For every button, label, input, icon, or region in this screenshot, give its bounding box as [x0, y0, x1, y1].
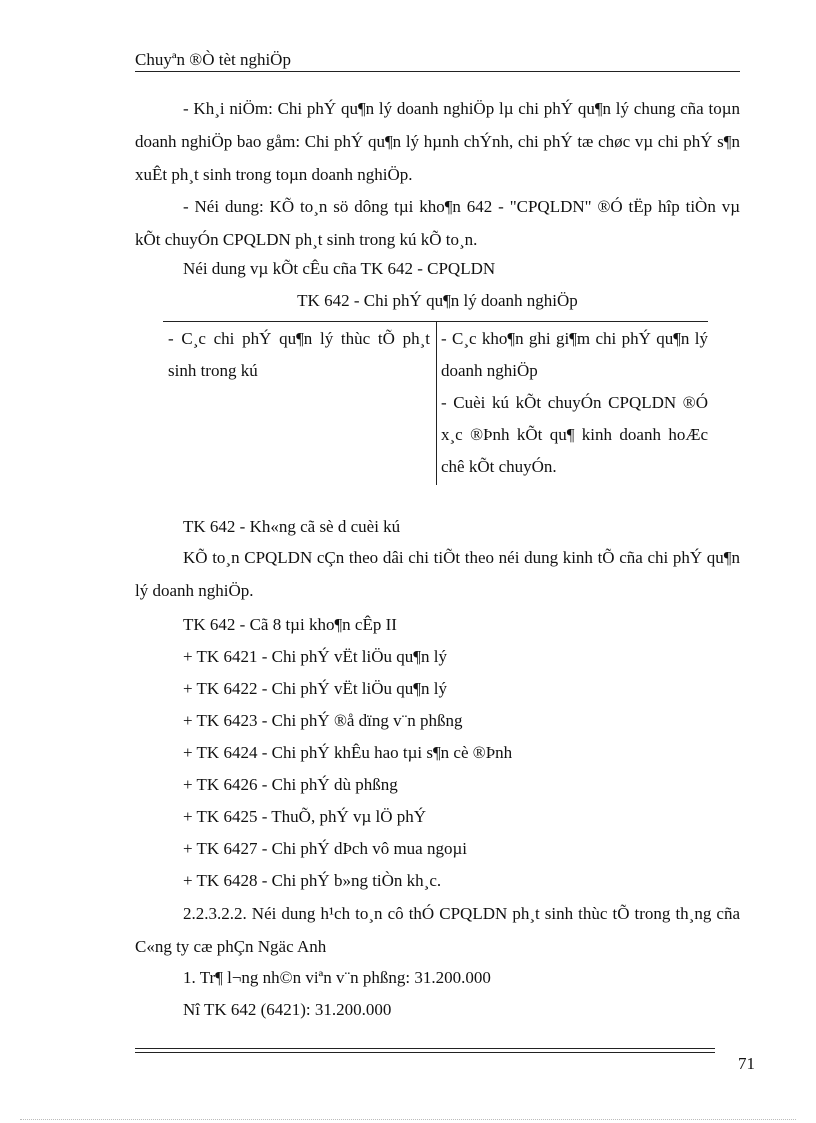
t-account-vertical-rule: [436, 321, 437, 485]
t-account-debit-side: - C¸c chi phÝ qu¶n lý thùc tÕ ph¸t sinh trong kú: [168, 329, 430, 380]
credit-entry-reductions: - C¸c kho¶n ghi gi¶m chi phÝ qu¶n lý doanh nghiÖp: [441, 329, 708, 380]
sub-account-item: + TK 6426 - Chi phÝ dù phßng: [183, 775, 398, 794]
sub-account-item: + TK 6428 - Chi phÝ b»ng tiÒn kh¸c.: [183, 871, 442, 890]
definition-paragraph: - Kh¸i niÖm: Chi phÝ qu¶n lý doanh nghiÖp lµ chi phÝ qu¶n lý chung cña toµn doanh nghiÖp bao gåm: Chi phÝ qu¶n lý hµnh chÝnh, chi phÝ tæ chøc vµ chi phÝ s¶n xuÊt ph¸t sinh trong toµn doanh nghiÖp.: [135, 99, 740, 184]
sub-account-item: + TK 6423 - Chi phÝ ®å dïng v¨n phßng: [183, 711, 463, 730]
journal-entry: Nî TK 642 (6421): 31.200.000: [183, 1000, 392, 1019]
sub-account-item: + TK 6427 - Chi phÝ dÞch vô mua ngoµi: [183, 839, 467, 858]
t-account-title: TK 642 - Chi phÝ qu¶n lý doanh nghiÖp: [297, 291, 578, 310]
balance-note: TK 642 - Kh«ng cã sè d cuèi kú: [183, 517, 401, 536]
content-paragraph: - Néi dung: KÕ to¸n sö dông tµi kho¶n 642 - "CPQLDN" ®Ó tËp hîp tiÒn vµ kÕt chuyÓn CPQLDN ph¸t sinh trong kú kÕ to¸n.: [135, 197, 740, 249]
footer-rule-inner: [135, 1052, 715, 1053]
running-header: Chuyªn ®Ò tèt nghiÖp: [135, 50, 291, 69]
page-bottom-dotted-line: [20, 1119, 796, 1120]
entry-line: 1. Tr¶ l¬ng nh©n viªn v¨n phßng: 31.200.000: [183, 968, 491, 987]
detail-paragraph: KÕ to¸n CPQLDN cÇn theo dâi chi tiÕt theo néi dung kinh tÕ cña chi phÝ qu¶n lý doanh nghiÖp.: [135, 548, 740, 600]
sub-account-item: + TK 6425 - ThuÕ, phÝ vµ lÖ phÝ: [183, 807, 427, 826]
sub-account-item: + TK 6422 - Chi phÝ vËt liÖu qu¶n lý: [183, 679, 447, 698]
credit-entry-closing: - Cuèi kú kÕt chuyÓn CPQLDN ®Ó x¸c ®Þnh kÕt qu¶ kinh doanh hoÆc chê kÕt chuyÓn.: [441, 393, 708, 476]
header-rule: [135, 71, 740, 72]
sub-account-item: + TK 6421 - Chi phÝ vËt liÖu qu¶n lý: [183, 647, 447, 666]
section-paragraph: 2.2.3.2.2. Néi dung h¹ch to¸n cô thÓ CPQLDN ph¸t sinh thùc tÕ trong th¸ng cña C«ng ty cæ phÇn Ngäc Anh: [135, 904, 740, 956]
sub-account-item: + TK 6424 - Chi phÝ khÊu hao tµi s¶n cè ®Þnh: [183, 743, 513, 762]
page-number: 71: [738, 1054, 755, 1073]
sub-accounts-heading: TK 642 - Cã 8 tµi kho¶n cÊp II: [183, 615, 397, 634]
structure-heading: Néi dung vµ kÕt cÊu cña TK 642 - CPQLDN: [183, 259, 496, 278]
t-account-credit-side: [441, 323, 708, 483]
footer-rule: [135, 1048, 715, 1049]
